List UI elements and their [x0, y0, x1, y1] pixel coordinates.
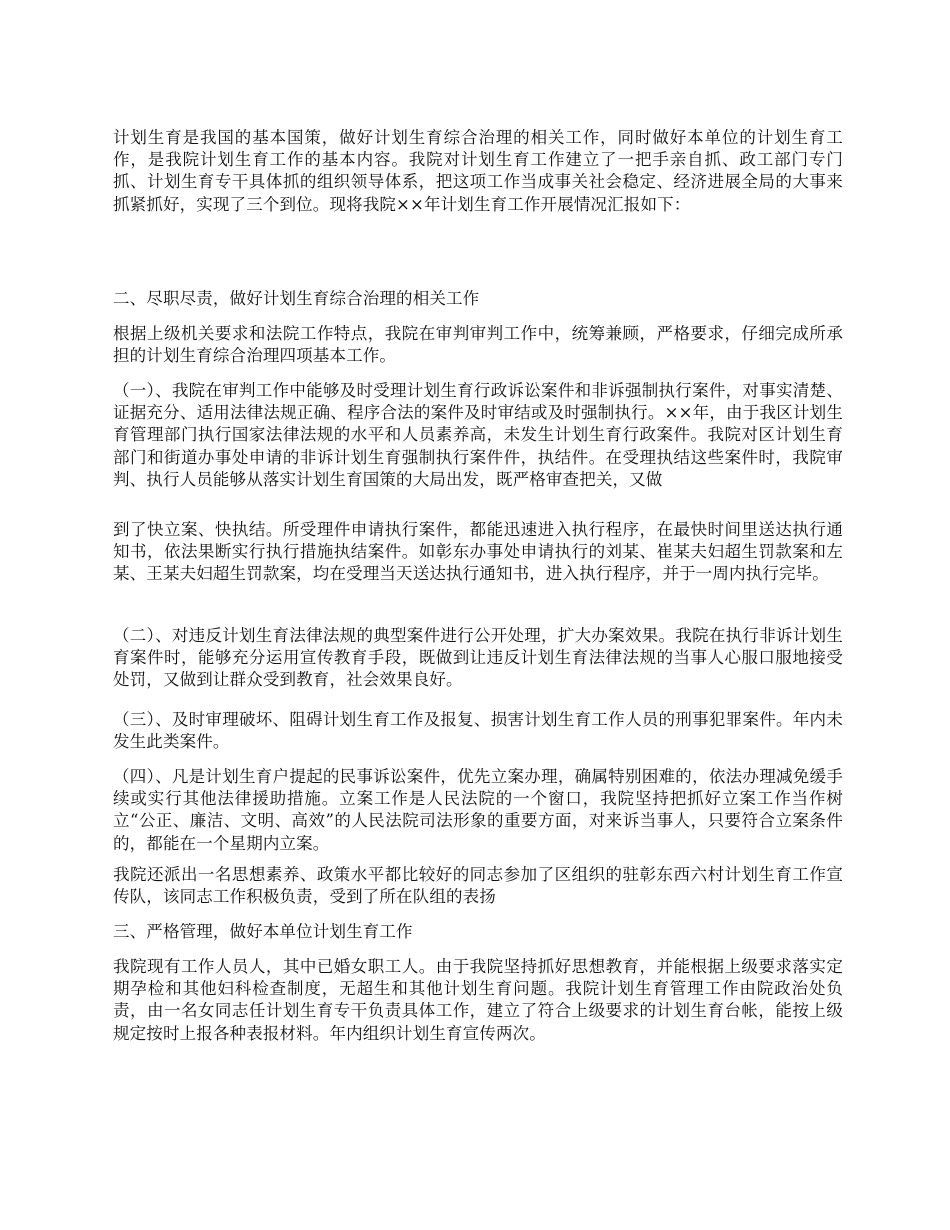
section-heading-3: 三、严格管理，做好本单位计划生育工作 [113, 922, 413, 941]
section-3-paragraph: 我院现有工作人员人，其中已婚女职工人。由于我院坚持抓好思想教育，并能根据上级要求落实定期孕检和其他妇科检查制度，无超生和其他计划生育问题。我院计划生育管理工作由院政治处负责，由一名女同志任计划生育专干负责具体工作，建立了符合上级要求的计划生育台帐，能按上级规定按时上报各种表报材料。年内组织计划生育宣传两次。 [113, 957, 843, 1043]
section-heading-2: 二、尽职尽责，做好计划生育综合治理的相关工作 [113, 289, 480, 308]
propaganda-team-paragraph: 我院还派出一名思想素养、政策水平都比较好的同志参加了区组织的驻彰东西六村计划生育工作宣传队，该同志工作积极负责，受到了所在队组的表扬 [113, 865, 843, 907]
item-1-continued-paragraph: 到了快立案、快执结。所受理件申请执行案件，都能迅速进入执行程序，在最快时间里送达执行通知书，依法果断实行执行措施执结案件。如彰东办事处申请执行的刘某、崔某夫妇超生罚款案和左某、王某夫妇超生罚款案，均在受理当天送达执行通知书，进入执行程序，并于一周内执行完毕。 [113, 520, 843, 584]
item-1-paragraph: （一）、我院在审判工作中能够及时受理计划生育行政诉讼案件和非诉强制执行案件，对事实清楚、证据充分、适用法律法规正确、程序合法的案件及时审结或及时强制执行。××年，由于我区计划生育管理部门执行国家法律法规的水平和人员素养高，未发生计划生育行政案件。我院对区计划生育部门和街道办事处申请的非诉计划生育强制执行案件件，执结件。在受理执结这些案件时，我院审判、执行人员能够从落实计划生育国策的大局出发，既严格审查把关，又做 [113, 381, 843, 489]
item-2-paragraph: （二）、对违反计划生育法律法规的典型案件进行公开处理，扩大办案效果。我院在执行非诉计划生育案件时，能够充分运用宣传教育手段，既做到让违反计划生育法律法规的当事人心服口服地接受处罚，又做到让群众受到教育，社会效果良好。 [113, 626, 843, 690]
section-2-intro-paragraph: 根据上级机关要求和法院工作特点，我院在审判审判工作中，统筹兼顾，严格要求，仔细完成所承担的计划生育综合治理四项基本工作。 [113, 324, 843, 366]
item-3-paragraph: （三）、及时审理破坏、阻碍计划生育工作及报复、损害计划生育工作人员的刑事犯罪案件。年内未发生此类案件。 [113, 710, 843, 752]
intro-paragraph: 计划生育是我国的基本国策，做好计划生育综合治理的相关工作，同时做好本单位的计划生育工作，是我院计划生育工作的基本内容。我院对计划生育工作建立了一把手亲自抓、政工部门专门抓、计划生育专干具体抓的组织领导体系，把这项工作当成事关社会稳定、经济进展全局的大事来抓紧抓好，实现了三个到位。现将我院××年计划生育工作开展情况汇报如下： [113, 128, 843, 214]
item-4-paragraph: （四）、凡是计划生育户提起的民事诉讼案件，优先立案办理，确属特别困难的，依法办理减免缓手续或实行其他法律援助措施。立案工作是人民法院的一个窗口，我院坚持把抓好立案工作当作树立“公正、廉洁、文明、高效”的人民法院司法形象的重要方面，对来诉当事人，只要符合立案条件的，都能在一个星期内立案。 [113, 767, 843, 853]
